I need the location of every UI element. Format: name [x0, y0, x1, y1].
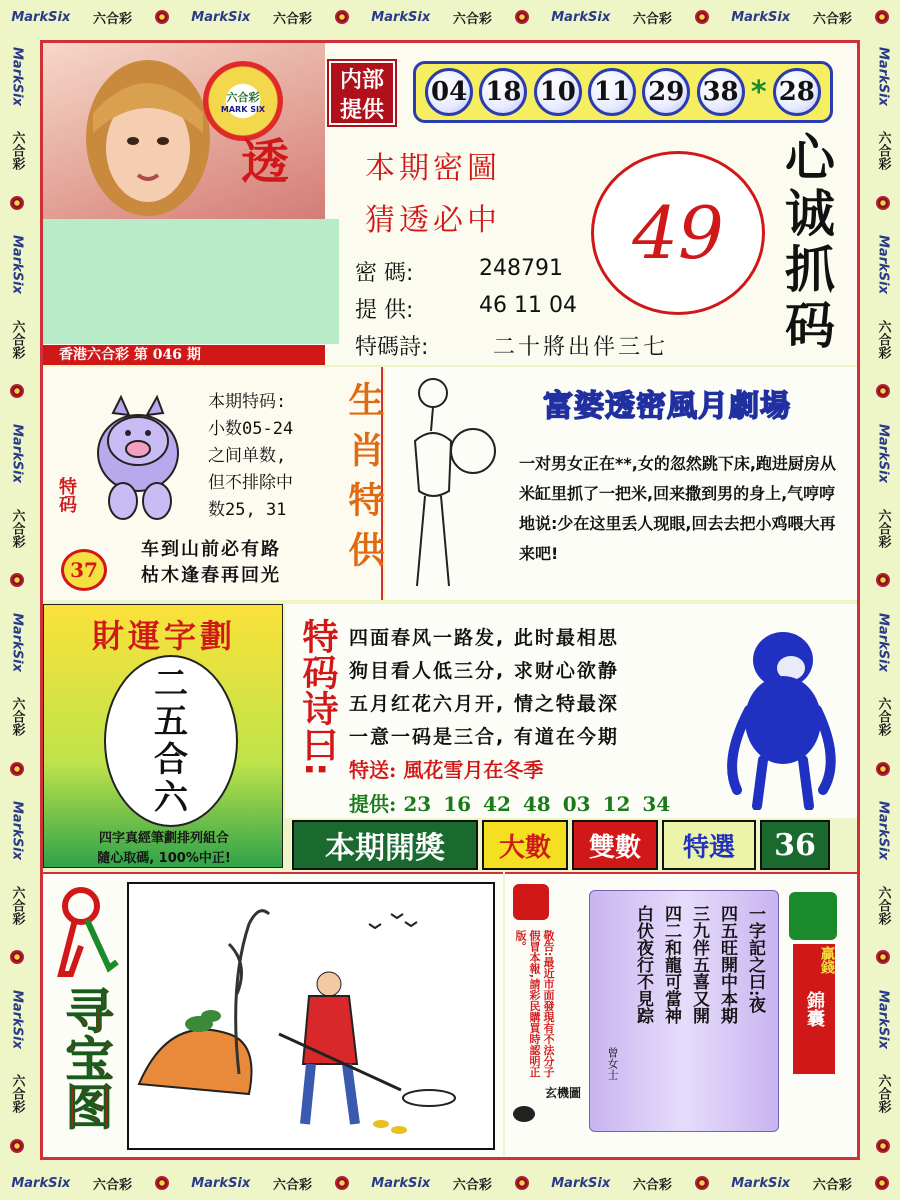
watermark-lhc: 六合彩: [9, 319, 25, 359]
poem-provide-values: [403, 792, 682, 816]
watermark-lhc: 六合彩: [92, 1177, 132, 1193]
watermark-lhc: 六合彩: [875, 1074, 891, 1114]
watermark-brand: MarkSix: [875, 46, 891, 106]
title-line-2: 猜透必中: [365, 203, 501, 238]
watermark-lhc: 六合彩: [452, 1177, 492, 1193]
zodiac-poem: [141, 537, 281, 589]
special-code-label: 特码: [56, 477, 77, 513]
fortune-char: 五: [154, 702, 188, 742]
provide-number: 42: [483, 792, 511, 816]
scroll-line: 白伏夜行不見踪: [633, 905, 653, 1024]
internal-badge: 内部提供: [329, 61, 395, 125]
theater-story: 一对男女正在**,女的忽然跳下床,跑进厨房从米缸里抓了一把米,回来撒到男的身上,气哼哼地说:少在这里丢人现眼,回去去把小鸡喂大再来吧!: [519, 454, 836, 563]
watermark-lhc: 六合彩: [875, 885, 891, 925]
number-ball: 11: [588, 68, 636, 116]
watermark-lhc: 六合彩: [812, 1177, 852, 1193]
watermark-brand: MarkSix: [875, 801, 891, 861]
monkey-illustration: [713, 610, 853, 810]
special-number-ball: 37: [61, 549, 107, 591]
provide-number: 23: [403, 792, 432, 816]
flower-icon: [876, 573, 890, 587]
notice-brand: 玄機圖: [545, 1086, 582, 1100]
flower-icon: [695, 10, 709, 24]
scroll-line: 三九伴五喜又開: [689, 905, 709, 1024]
poem-line: 一意一码是三合, 有道在今期: [349, 726, 619, 748]
watermark-lhc: 六合彩: [272, 1177, 312, 1193]
watermark-brand: MarkSix: [9, 612, 25, 672]
poem-special-row: [349, 754, 543, 783]
zodiac-desc: [208, 389, 293, 524]
number-ball: 29: [642, 68, 690, 116]
flower-icon: [875, 10, 889, 24]
flower-icon: [875, 1176, 889, 1190]
key-icon: [53, 884, 123, 984]
flower-icon: [10, 1139, 24, 1153]
flower-icon: [335, 1176, 349, 1190]
bag-tag: 贏錢: [819, 946, 835, 974]
number-ball: 10: [534, 68, 582, 116]
flower-icon: [155, 1176, 169, 1190]
flower-icon: [876, 1139, 890, 1153]
draw-number: 36: [760, 820, 830, 870]
watermark-brand: MarkSix: [875, 989, 891, 1049]
fist-icon: [513, 884, 549, 920]
zodiac-desc-line: 但不排除中: [208, 473, 293, 493]
zodiac-desc-line: 之间单数,: [208, 446, 287, 466]
pig-illustration: [83, 383, 193, 523]
code-value: 248791: [479, 256, 563, 281]
fortune-char: 合: [154, 740, 188, 780]
zodiac-side-title: 生肖特供: [343, 381, 385, 581]
flower-icon: [155, 10, 169, 24]
watermark-brand: MarkSix: [371, 1175, 431, 1191]
flower-icon: [10, 196, 24, 210]
scroll-line: 四五旺開中本期: [717, 905, 737, 1024]
provide-number: 16: [443, 792, 472, 816]
provide-value: 46 11 04: [479, 293, 577, 318]
watermark-lhc: 六合彩: [9, 508, 25, 548]
watermark-brand: MarkSix: [191, 9, 251, 25]
watermark-brand: MarkSix: [371, 9, 431, 25]
flower-icon: [515, 1176, 529, 1190]
treasure-illustration: [127, 882, 495, 1150]
watermark-brand: MarkSix: [9, 424, 25, 483]
draw-cell-even: 雙數: [572, 820, 658, 870]
watermark-brand: MarkSix: [731, 9, 791, 25]
watermark-brand: MarkSix: [551, 1175, 611, 1191]
stamp-number: 49: [632, 191, 724, 275]
special-number-ball: 28: [773, 68, 821, 116]
fortune-char: 二: [154, 664, 188, 704]
number-ball: 18: [479, 68, 527, 116]
left-watermark-strip: [0, 34, 34, 1166]
poem-side-title: [295, 618, 339, 776]
code-label: 密 碼:: [355, 261, 414, 286]
watermark-brand: MarkSix: [551, 9, 611, 25]
watermark-lhc: 六合彩: [9, 885, 25, 925]
provide-number: 48: [522, 792, 551, 816]
poem-line: 四面春风一路发, 此时最相思: [349, 627, 619, 649]
logo-top-text: 六合彩: [226, 90, 260, 104]
watermark-brand: MarkSix: [191, 1175, 251, 1191]
poem-side-title-text: 特码诗曰:: [297, 618, 338, 777]
watermark-lhc: 六合彩: [875, 319, 891, 359]
side-slogan: 心诚抓码: [777, 131, 835, 355]
watermark-lhc: 六合彩: [875, 508, 891, 548]
poem-value: 二十將出伴三七: [493, 335, 669, 360]
poem-special-label: 特送:: [349, 758, 397, 782]
scroll-line: 四二和龍可當神: [661, 905, 681, 1024]
zodiac-desc-line: 小数05-24: [208, 419, 294, 439]
poem-section: [285, 604, 857, 818]
provide-number: 03: [562, 792, 591, 816]
watermark-brand: MarkSix: [875, 424, 891, 483]
fortune-footer-2: 隨心取碼, 100%中正!: [97, 851, 231, 866]
notice-section: [505, 872, 857, 1157]
poem-scroll: [589, 890, 779, 1132]
bottom-watermark-strip: [0, 1166, 900, 1200]
fortune-footer-1: 四字真經筆劃排列組合: [98, 831, 229, 846]
zodiac-poem-line: 车到山前必有路: [141, 539, 281, 560]
number-ball: 04: [425, 68, 473, 116]
watermark-brand: MarkSix: [9, 801, 25, 861]
flower-icon: [876, 762, 890, 776]
treasure-scene: [129, 884, 493, 1148]
header-section: [43, 43, 857, 365]
watermark-brand: MarkSix: [9, 46, 25, 106]
masked-block: [43, 219, 339, 344]
draw-cell-big: 大數: [482, 820, 568, 870]
theater-title: 富婆透密風月劇場: [543, 389, 791, 424]
handwritten-stamp: [591, 151, 765, 315]
treasure-section: [43, 872, 503, 1157]
title-line-1: 本期密圖: [365, 151, 501, 186]
theater-section: [385, 367, 857, 600]
woman-illustration: [395, 371, 505, 596]
watermark-brand: MarkSix: [11, 1175, 71, 1191]
zodiac-desc-line: 本期特码:: [208, 392, 287, 412]
zodiac-section: [43, 367, 383, 600]
fortune-panel: [43, 604, 283, 868]
watermark-brand: MarkSix: [11, 9, 71, 25]
poem-label: 特碼詩:: [355, 335, 429, 360]
notice-text: 敬告:最近市面發現有不法分子假冒本報,請彩民購買時認明正版。: [514, 930, 555, 1078]
watermark-lhc: 六合彩: [875, 697, 891, 737]
poem-provide-label: 提供:: [349, 792, 397, 816]
flower-icon: [10, 573, 24, 587]
mystery-icon: [513, 1106, 535, 1122]
flower-icon: [695, 1176, 709, 1190]
right-watermark-strip: [866, 34, 900, 1166]
photo-overlay-char: 透: [241, 134, 290, 190]
flower-icon: [515, 10, 529, 24]
provide-number: 12: [602, 792, 631, 816]
flower-icon: [10, 762, 24, 776]
watermark-lhc: 六合彩: [812, 11, 852, 27]
watermark-brand: MarkSix: [731, 1175, 791, 1191]
flower-icon: [876, 196, 890, 210]
poem-lines: [349, 622, 619, 754]
number-ball: 38: [697, 68, 745, 116]
scroll-line: 一字記之曰:夜: [745, 905, 765, 1014]
watermark-brand: MarkSix: [9, 235, 25, 295]
fortune-oval: [104, 655, 238, 827]
issue-bar: 香港六合彩 第 046 期: [43, 345, 325, 365]
poem-line: 狗目看人低三分, 求财心欲静: [349, 660, 619, 682]
fortune-title: 財運字劃: [91, 617, 236, 655]
zodiac-poem-line: 枯木逢春再回光: [141, 565, 281, 586]
separator-star: *: [750, 74, 767, 110]
flower-icon: [10, 950, 24, 964]
draw-bar: [292, 820, 830, 870]
watermark-lhc: 六合彩: [632, 11, 672, 27]
draw-label: 本期開獎: [292, 820, 478, 870]
flower-icon: [876, 950, 890, 964]
money-bag-icon: [789, 892, 837, 940]
watermark-lhc: 六合彩: [875, 131, 891, 171]
treasure-title: 寻宝图: [57, 986, 113, 1130]
poem-provide-row: [349, 788, 682, 817]
watermark-lhc: 六合彩: [452, 11, 492, 27]
watermark-lhc: 六合彩: [272, 11, 312, 27]
watermark-lhc: 六合彩: [9, 131, 25, 171]
winning-numbers-bar: [413, 61, 833, 123]
provide-label: 提 供:: [355, 298, 414, 323]
zodiac-desc-line: 数25, 31: [208, 500, 287, 520]
flower-icon: [876, 384, 890, 398]
scroll-lines: [632, 905, 766, 1024]
flower-icon: [10, 384, 24, 398]
watermark-lhc: 六合彩: [9, 1074, 25, 1114]
fortune-char: 六: [154, 778, 188, 818]
watermark-brand: MarkSix: [9, 989, 25, 1049]
flower-icon: [335, 10, 349, 24]
watermark-brand: MarkSix: [875, 612, 891, 672]
poem-line: 五月红花六月开, 情之特最深: [349, 693, 619, 715]
bag-label: 錦囊: [804, 991, 825, 1027]
watermark-lhc: 六合彩: [632, 1177, 672, 1193]
watermark-lhc: 六合彩: [92, 11, 132, 27]
watermark-lhc: 六合彩: [9, 697, 25, 737]
top-watermark-strip: [0, 0, 900, 34]
scroll-signature: 曾女士: [606, 1047, 619, 1080]
watermark-brand: MarkSix: [875, 235, 891, 295]
provide-number: 34: [642, 792, 671, 816]
logo-bottom-text: MARK SIX: [220, 104, 266, 114]
poem-special-value: 風花雪月在冬季: [403, 758, 544, 782]
draw-cell-special: 特選: [662, 820, 756, 870]
